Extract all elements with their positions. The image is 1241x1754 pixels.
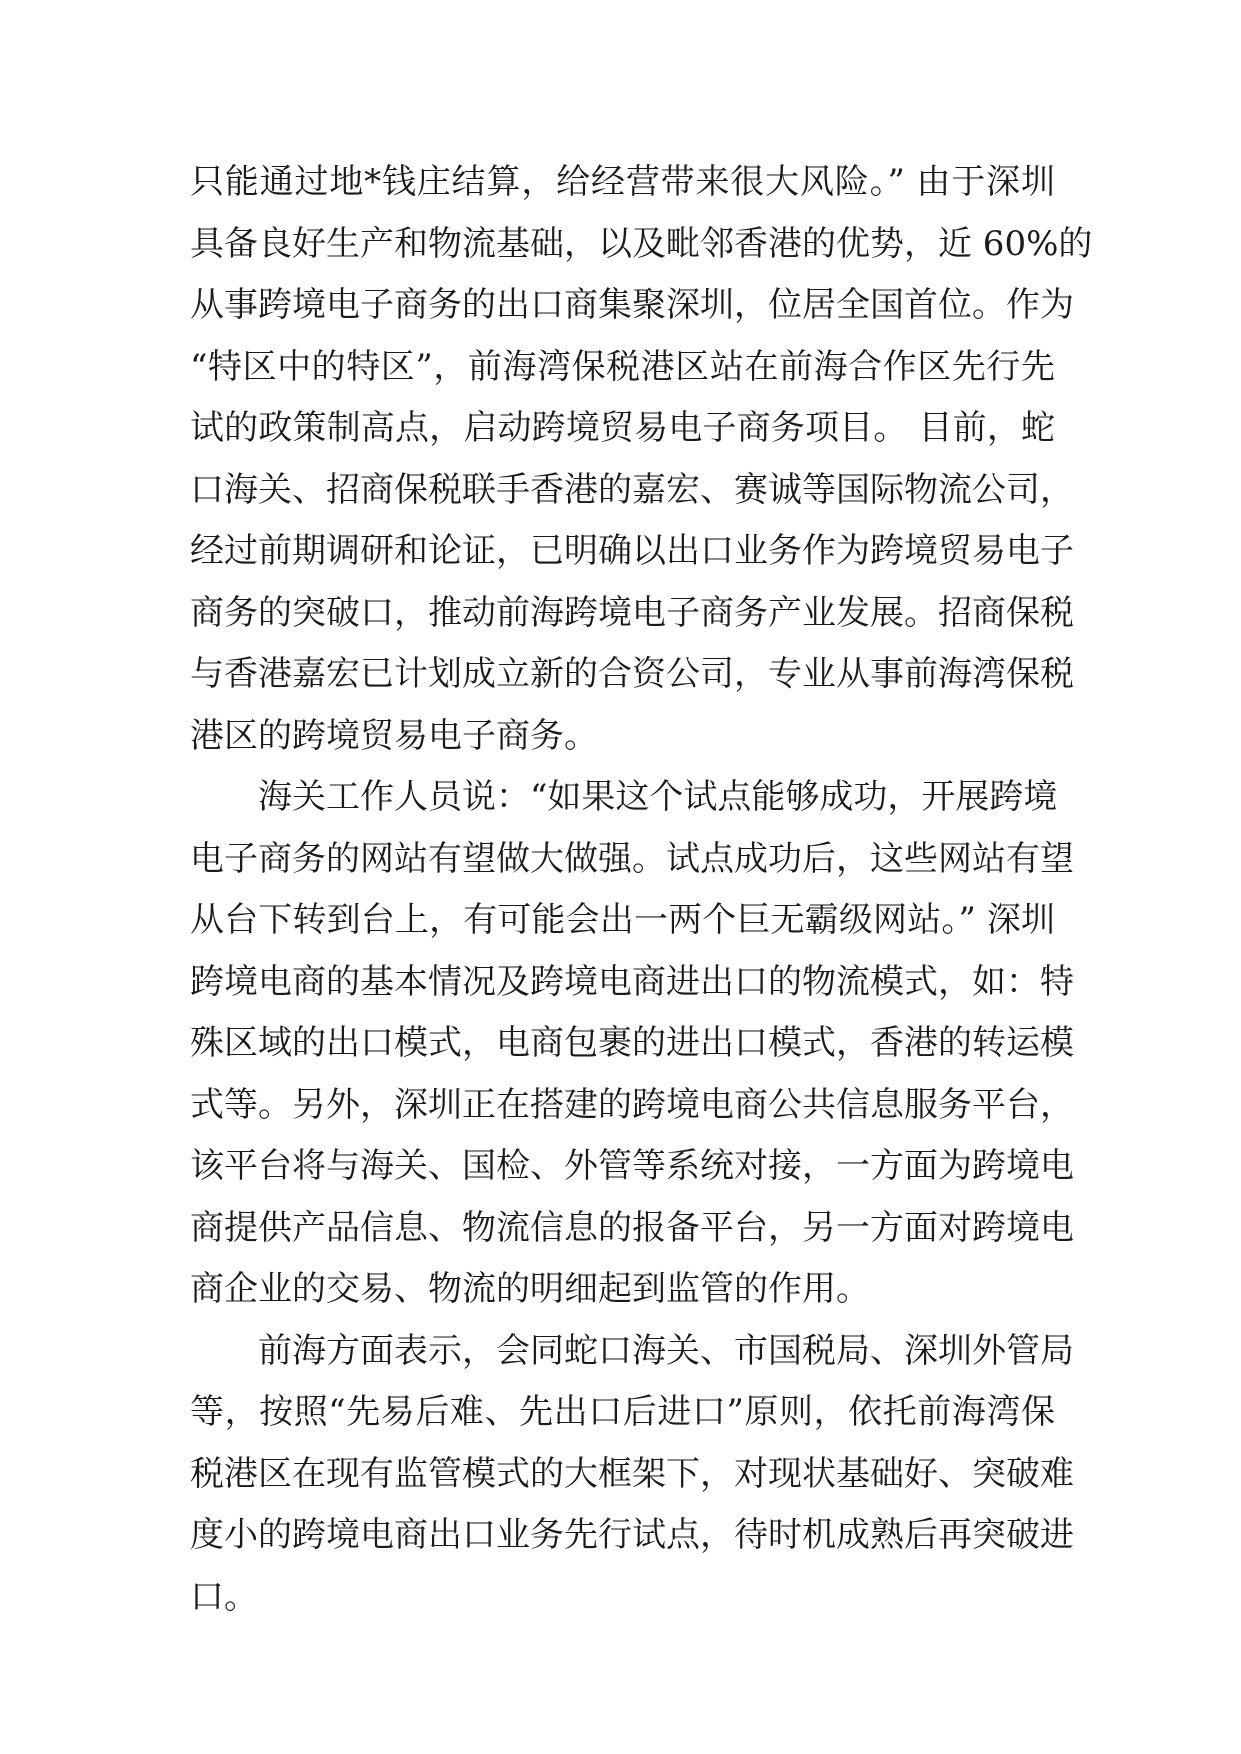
paragraph-1-line-2: 具备良好生产和物流基础，以及毗邻香港的优势，近 60%的 [190,223,1093,264]
paragraph-1-line-8: 商务的突破口，推动前海跨境电子商务产业发展。招商保税 [190,592,1074,633]
paragraph-2-line-3: 从台下转到台上，有可能会出一两个巨无霸级网站。” 深圳 [190,900,1056,940]
paragraph-2-line-5: 殊区域的出口模式，电商包裹的进出口模式，香港的转运模 [190,1023,1074,1063]
paragraph-1-line-6: 口海关、招商保税联手香港的嘉宏、赛诚等国际物流公司， [190,469,1074,510]
paragraph-1-line-9: 与香港嘉宏已计划成立新的合资公司，专业从事前海湾保税 [190,654,1074,694]
paragraph-1-line-3: 从事跨境电子商务的出口商集聚深圳，位居全国首位。作为 [190,285,1074,325]
paragraph-3-line-1: 前海方面表示，会同蛇口海关、市国税局、深圳外管局 [258,1330,1074,1371]
paragraph-2-line-8: 商提供产品信息、物流信息的报备平台，另一方面对跨境电 [190,1207,1074,1248]
paragraph-2-line-1: 海关工作人员说：“如果这个试点能够成功，开展跨境 [258,777,1058,817]
paragraph-2-line-9: 商企业的交易、物流的明细起到监管的作用。 [190,1269,870,1309]
paragraph-3-line-4: 度小的跨境电商出口业务先行试点，待时机成熟后再突破进 [190,1515,1074,1555]
body-text [190,152,1093,1628]
paragraph-3-line-3: 税港区在现有监管模式的大框架下，对现状基础好、突破难 [190,1453,1074,1494]
paragraph-2-line-4: 跨境电商的基本情况及跨境电商进出口的物流模式，如：特 [190,961,1074,1002]
paragraph-2-line-6: 式等。另外，深圳正在搭建的跨境电商公共信息服务平台， [190,1084,1074,1125]
paragraph-3-line-5: 口。 [190,1576,258,1617]
paragraph-1-line-7: 经过前期调研和论证，已明确以出口业务作为跨境贸易电子 [190,531,1074,571]
paragraph-1-line-4: “特区中的特区”，前海湾保税港区站在前海合作区先行先 [190,346,1055,387]
paragraph-1-line-5: 试的政策制高点，启动跨境贸易电子商务项目。 目前，蛇 [190,408,1055,448]
paragraph-1-line-1: 只能通过地*钱庄结算，给经营带来很大风险。” 由于深圳 [190,162,1055,202]
paragraph-2-line-2: 电子商务的网站有望做大做强。试点成功后，这些网站有望 [190,838,1074,879]
paragraph-1-line-10: 港区的跨境贸易电子商务。 [190,715,598,756]
paragraph-2-line-7: 该平台将与海关、国检、外管等系统对接，一方面为跨境电 [190,1146,1074,1186]
paragraph-3-line-2: 等，按照“先易后难、先出口后进口”原则，依托前海湾保 [190,1392,1055,1432]
